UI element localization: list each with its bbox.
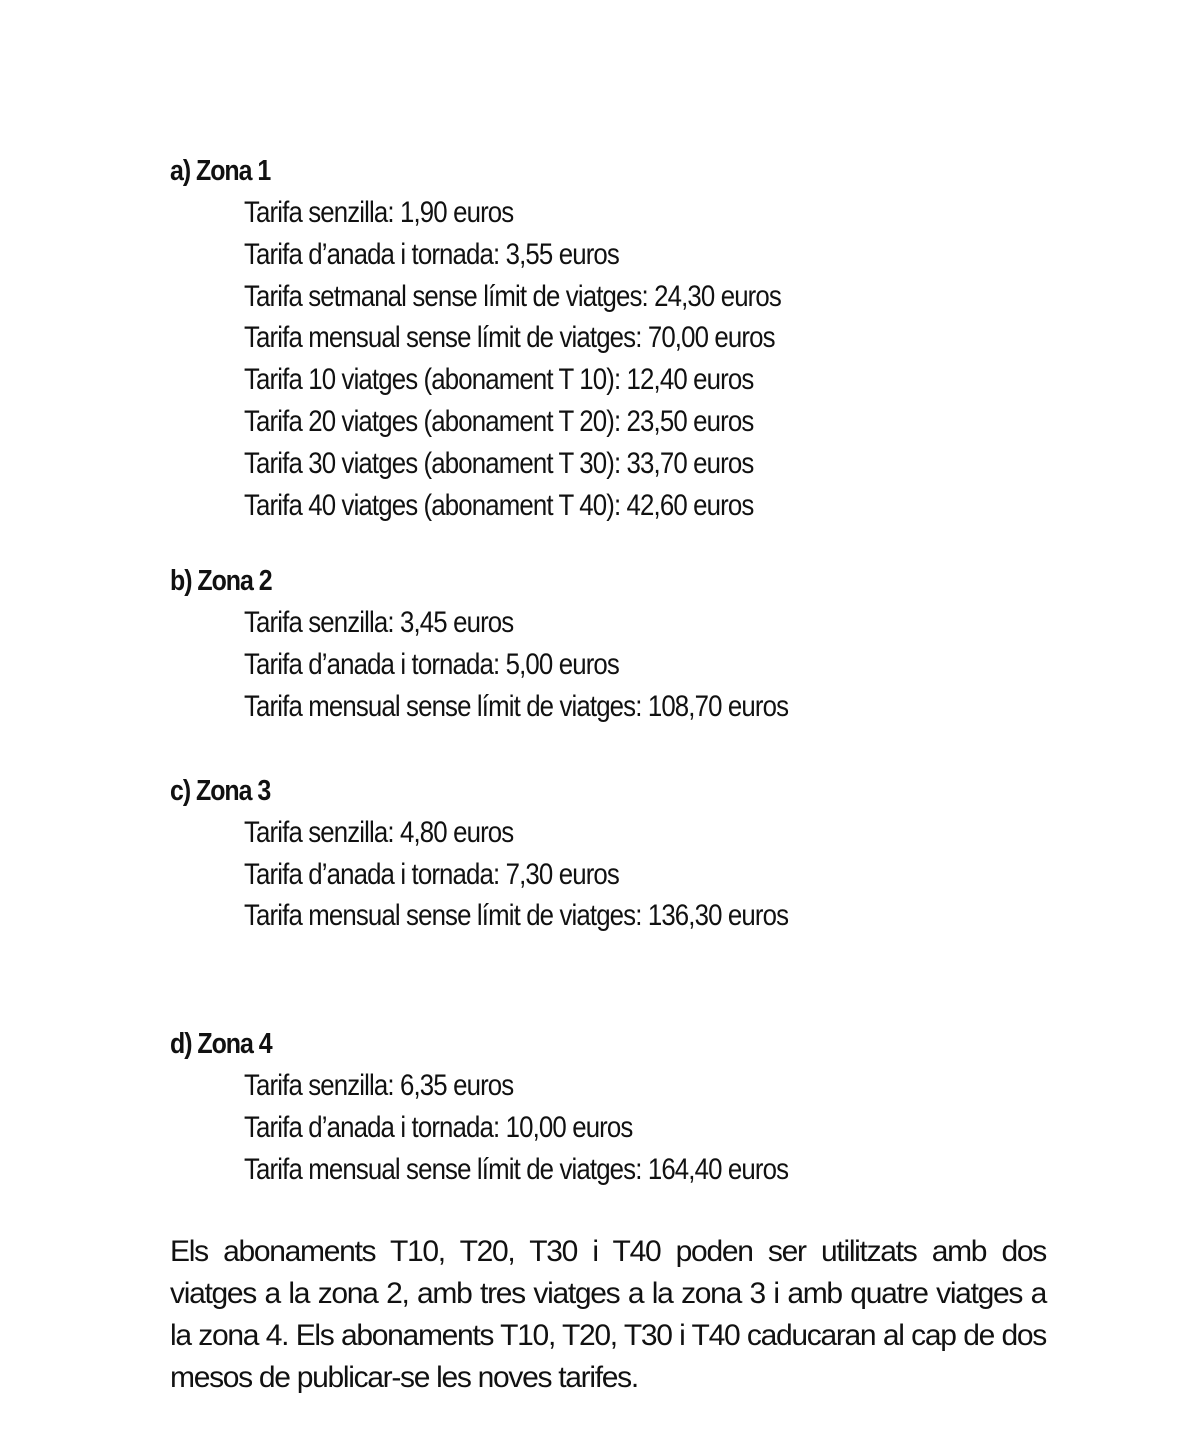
document-page	[170, 150, 1050, 1429]
zone-1-fare-t30: Tarifa 30 viatges (abonament T 30): 33,70 euros	[244, 446, 754, 480]
zone-4-section	[170, 1023, 1050, 1190]
zone-4-fare-list	[170, 1065, 1050, 1190]
zone-2-section	[170, 560, 1050, 727]
zone-4-fare-monthly: Tarifa mensual sense límit de viatges: 164,40 euros	[244, 1152, 789, 1186]
zone-3-title: c) Zona 3	[170, 774, 271, 807]
zone-1-fare-monthly: Tarifa mensual sense límit de viatges: 70,00 euros	[244, 321, 775, 355]
zone-3-section	[170, 770, 1050, 937]
zone-4-fare-return: Tarifa d’anada i tornada: 10,00 euros	[244, 1110, 633, 1144]
zone-1-fare-single: Tarifa senzilla: 1,90 euros	[244, 196, 514, 229]
zone-1-fare-return: Tarifa d’anada i tornada: 3,55 euros	[244, 237, 619, 271]
zone-3-fare-monthly: Tarifa mensual sense límit de viatges: 136,30 euros	[244, 899, 789, 933]
zone-2-title: b) Zona 2	[170, 565, 272, 598]
zone-3-fare-return: Tarifa d’anada i tornada: 7,30 euros	[244, 857, 619, 891]
zone-1-fare-list	[170, 192, 1050, 526]
zone-1-fare-t40: Tarifa 40 viatges (abonament T 40): 42,60 euros	[244, 488, 754, 522]
zone-3-fare-list	[170, 812, 1050, 937]
zone-1-fare-weekly: Tarifa setmanal sense límit de viatges: 24,30 euros	[244, 279, 781, 313]
zone-1-section	[170, 150, 1050, 526]
zone-1-fare-t20: Tarifa 20 viatges (abonament T 20): 23,50 euros	[244, 404, 754, 438]
zone-4-title: d) Zona 4	[170, 1028, 272, 1061]
zone-2-fare-list	[170, 602, 1050, 727]
subscription-note-text: Els abonaments T10, T20, T30 i T40 poden ser utilitzats amb dos viatges a la zona 2, amb tres viatges a la zona 3 i amb quatre viatges a la zona 4. Els abonaments T10, T20, T30 i T40 caducaran al cap de dos mesos de publicar-se les noves tarifes.	[170, 1234, 1046, 1394]
zone-2-fare-monthly: Tarifa mensual sense límit de viatges: 108,70 euros	[244, 689, 789, 723]
zone-2-fare-return: Tarifa d’anada i tornada: 5,00 euros	[244, 648, 619, 682]
subscription-note	[170, 1231, 1046, 1399]
zone-3-fare-single: Tarifa senzilla: 4,80 euros	[244, 815, 514, 849]
zone-1-title: a) Zona 1	[170, 155, 271, 187]
zone-1-fare-t10: Tarifa 10 viatges (abonament T 10): 12,40 euros	[244, 363, 754, 397]
zone-4-fare-single: Tarifa senzilla: 6,35 euros	[244, 1069, 514, 1103]
zone-2-fare-single: Tarifa senzilla: 3,45 euros	[244, 606, 514, 640]
